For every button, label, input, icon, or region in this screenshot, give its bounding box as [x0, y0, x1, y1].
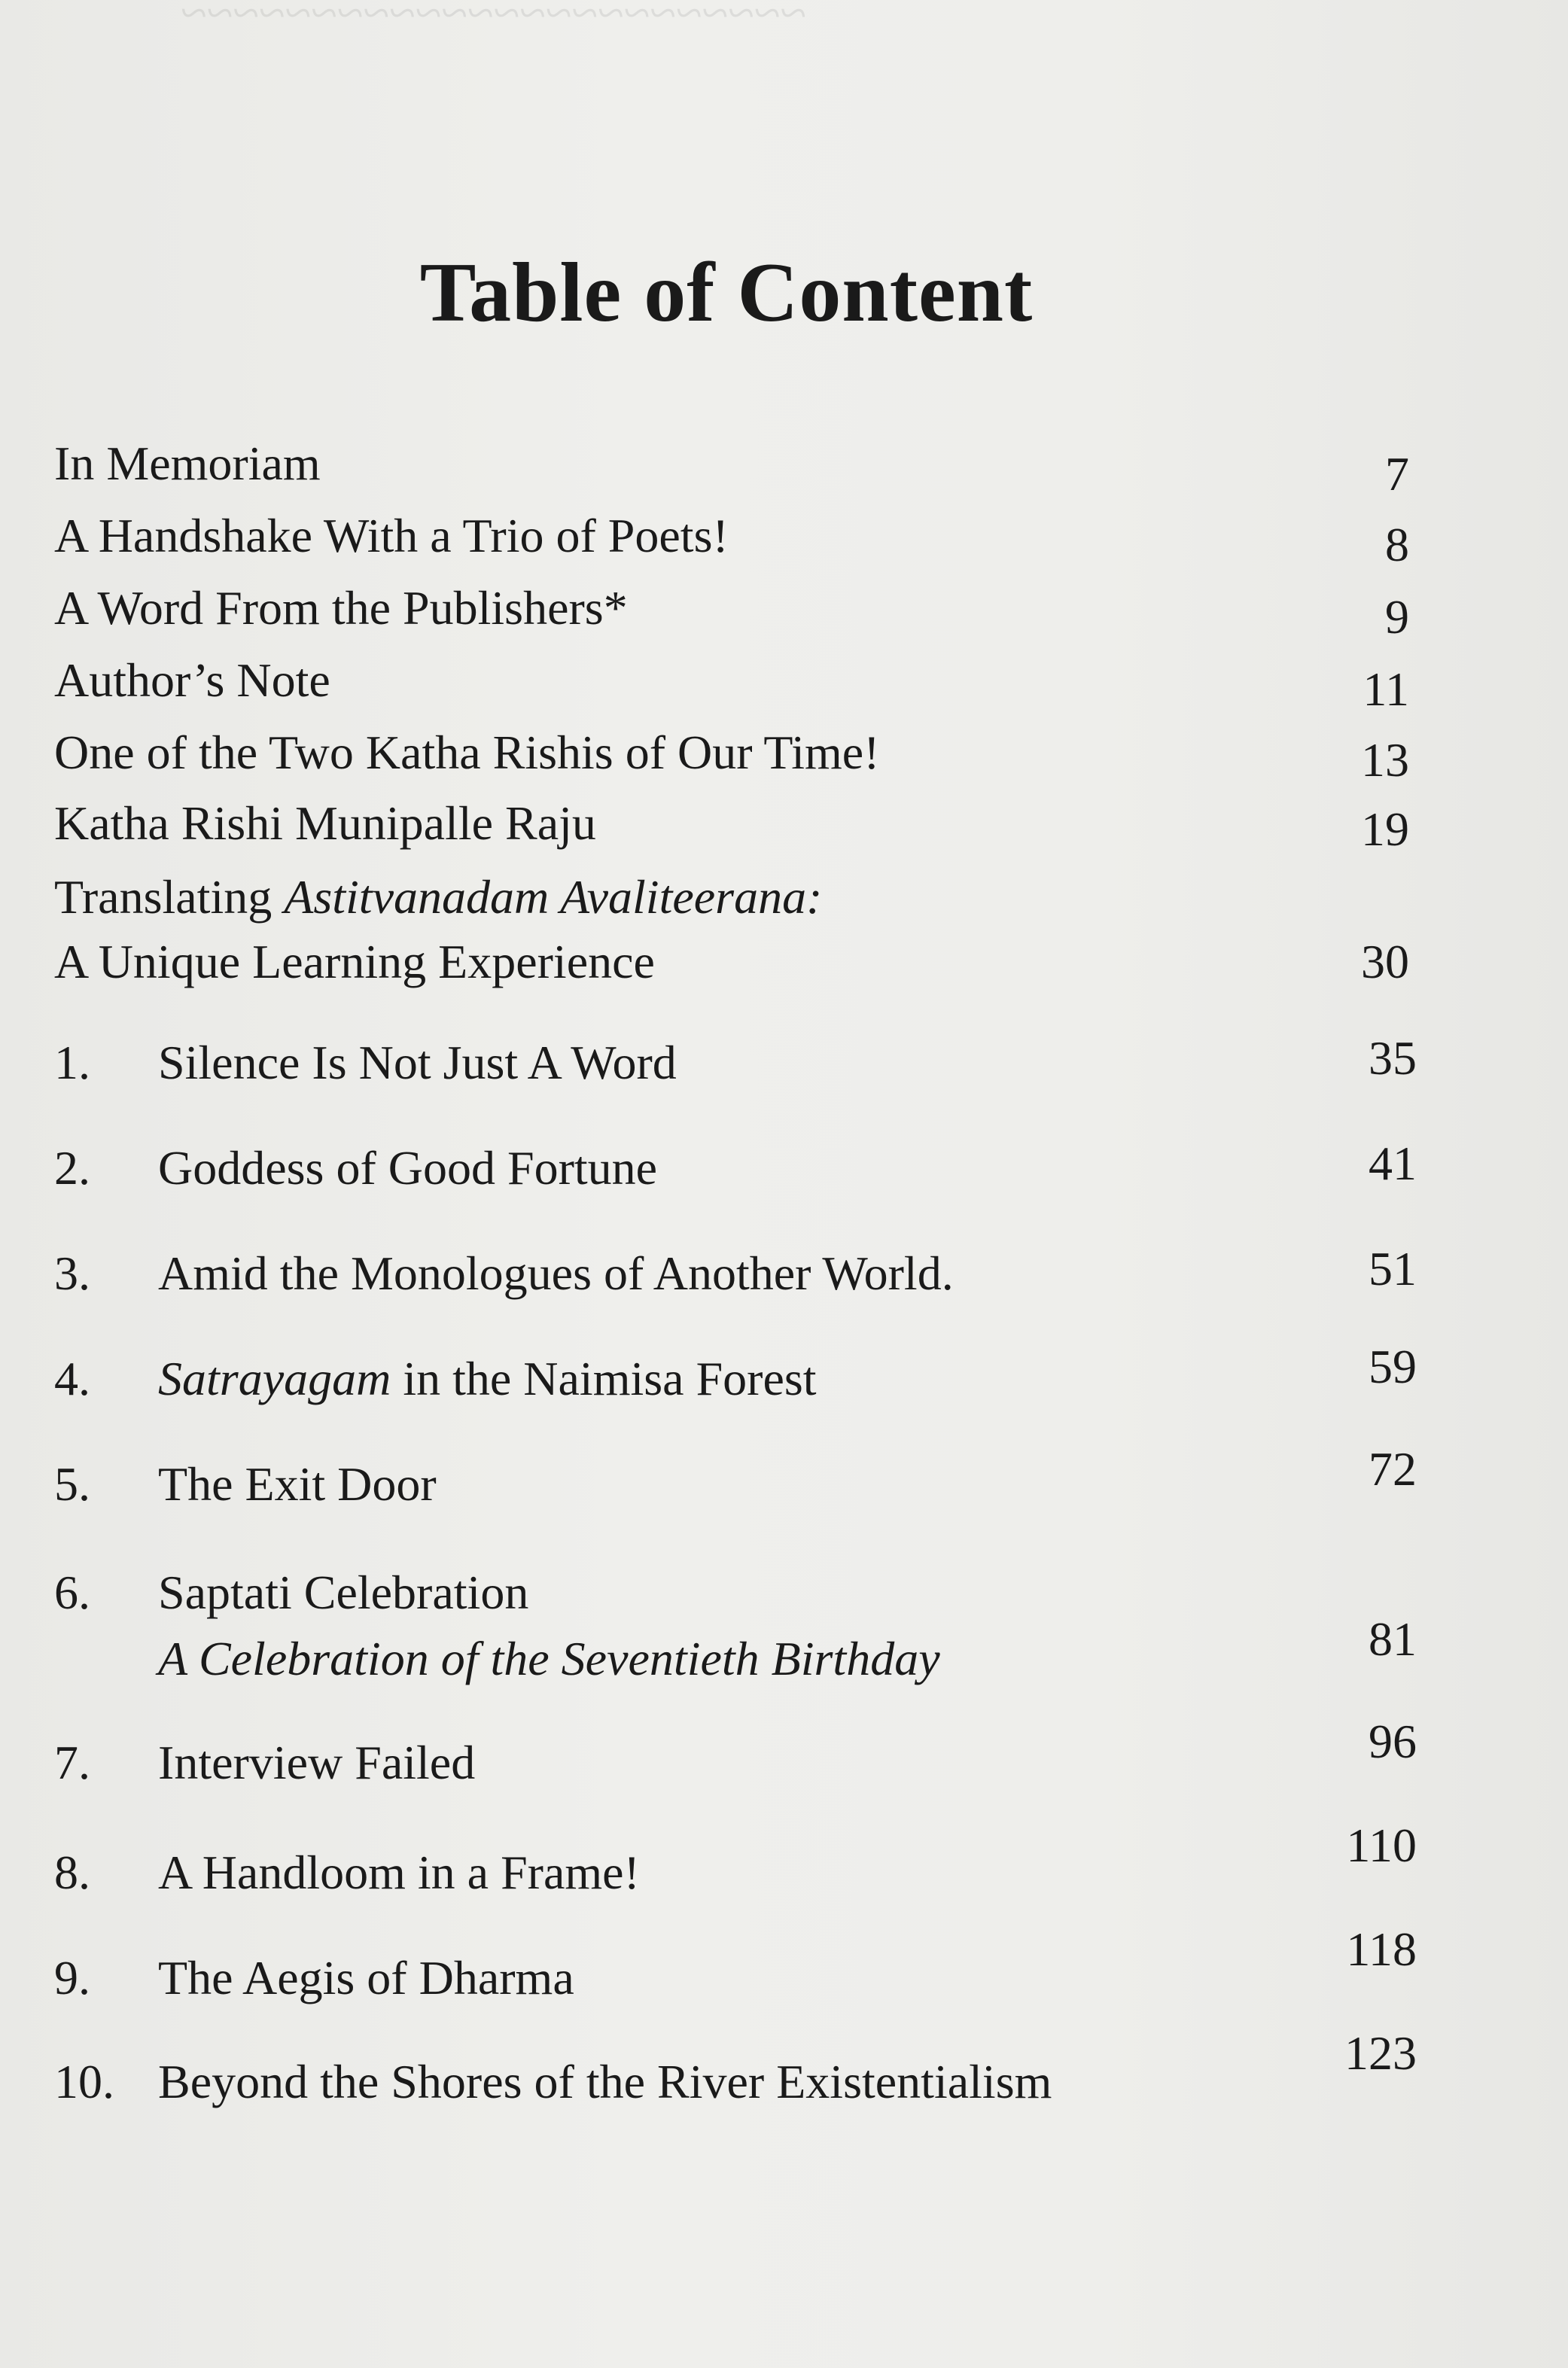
chapter-title-rest: in the Naimisa Forest [391, 1352, 817, 1405]
chapter-title: The Aegis of Dharma [158, 1951, 574, 2004]
chapter-subtitle: A Celebration of the Seventieth Birthday [158, 1632, 940, 1685]
chapter-title: The Exit Door [158, 1457, 437, 1511]
toc-entry-title: In Memoriam [54, 437, 321, 490]
toc-entry [54, 504, 1409, 571]
toc-page-number: 51 [1369, 1242, 1417, 1295]
chapter-entry [54, 1922, 1417, 2010]
chapter-number: 5. [54, 1457, 90, 1511]
toc-entry [54, 577, 1409, 644]
toc-page-number: 30 [1361, 935, 1409, 988]
toc-page-number: 41 [1369, 1137, 1417, 1190]
chapter-number: 7. [54, 1736, 90, 1789]
toc-entry-title: Author’s Note [54, 653, 330, 707]
chapter-entry [54, 1031, 1417, 1094]
toc-entry [54, 792, 1409, 855]
page-title: Table of Content [419, 246, 1034, 340]
toc-entry-title: A Handshake With a Trio of Poets! [54, 509, 729, 562]
chapter-entry [54, 1819, 1417, 1904]
toc-entry-title: A Word From the Publishers* [54, 581, 628, 635]
toc-page-number: 118 [1346, 1922, 1417, 1976]
chapter-entry [54, 2026, 1417, 2114]
toc-page-number: 59 [1369, 1340, 1417, 1393]
bleed-through-text: ~~~~~~~~~~~~~~~~~~~~~~~~ [181, 0, 806, 39]
toc-entry-title: One of the Two Katha Rishis of Our Time! [54, 726, 880, 779]
chapter-entry [54, 1715, 1417, 1794]
toc-entry-title: Katha Rishi Munipalle Raju [54, 796, 596, 850]
toc-entry-title-line1 [54, 866, 822, 929]
toc-entry-translating [54, 866, 1409, 929]
chapter-title: Beyond the Shores of the River Existentialism [158, 2055, 1052, 2108]
toc-entry-title-line2: A Unique Learning Experience [54, 935, 655, 988]
translating-italic-title: Astitvanadam Avaliteerana: [284, 870, 823, 924]
toc-page-number: 81 [1369, 1612, 1417, 1666]
chapter-number: 8. [54, 1846, 90, 1899]
toc-page-number: 96 [1369, 1715, 1417, 1768]
toc-entry [54, 930, 1409, 994]
chapter-entry [54, 1561, 1417, 1697]
chapter-entry [54, 1137, 1417, 1200]
chapter-entry [54, 1442, 1417, 1516]
chapter-number: 2. [54, 1141, 90, 1195]
chapter-title: Amid the Monologues of Another World. [158, 1246, 954, 1300]
chapter-number: 3. [54, 1246, 90, 1300]
toc-page-number: 19 [1361, 802, 1409, 856]
chapter-entry [54, 1242, 1417, 1305]
chapter-title: Saptati Celebration [158, 1566, 529, 1619]
toc-page-number: 11 [1362, 662, 1409, 716]
toc-page-number: 13 [1361, 733, 1409, 787]
toc-entry [54, 432, 1409, 501]
chapter-number: 9. [54, 1951, 90, 2004]
chapter-number: 4. [54, 1352, 90, 1405]
toc-page-number: 123 [1344, 2026, 1417, 2080]
toc-page-number: 110 [1346, 1819, 1417, 1872]
chapter-title-italic: Satrayagam [158, 1352, 391, 1405]
translating-prefix: Translating [54, 870, 285, 924]
toc-entry [54, 649, 1409, 716]
chapter-entry [54, 1340, 1417, 1411]
chapter-title: Interview Failed [158, 1736, 476, 1789]
chapter-title: Goddess of Good Fortune [158, 1141, 658, 1195]
toc-page-number: 9 [1385, 590, 1409, 644]
chapter-title: Silence Is Not Just A Word [158, 1036, 677, 1089]
chapter-number: 10. [54, 2055, 114, 2108]
toc-page-number: 35 [1369, 1031, 1417, 1085]
chapter-title: A Handloom in a Frame! [158, 1846, 640, 1899]
toc-page-number: 7 [1385, 447, 1409, 501]
chapter-title [158, 1347, 817, 1411]
toc-page-number: 72 [1369, 1442, 1417, 1496]
toc-entry [54, 721, 1409, 787]
chapter-number: 6. [54, 1566, 90, 1619]
chapter-number: 1. [54, 1036, 90, 1089]
toc-page-number: 8 [1385, 518, 1409, 571]
